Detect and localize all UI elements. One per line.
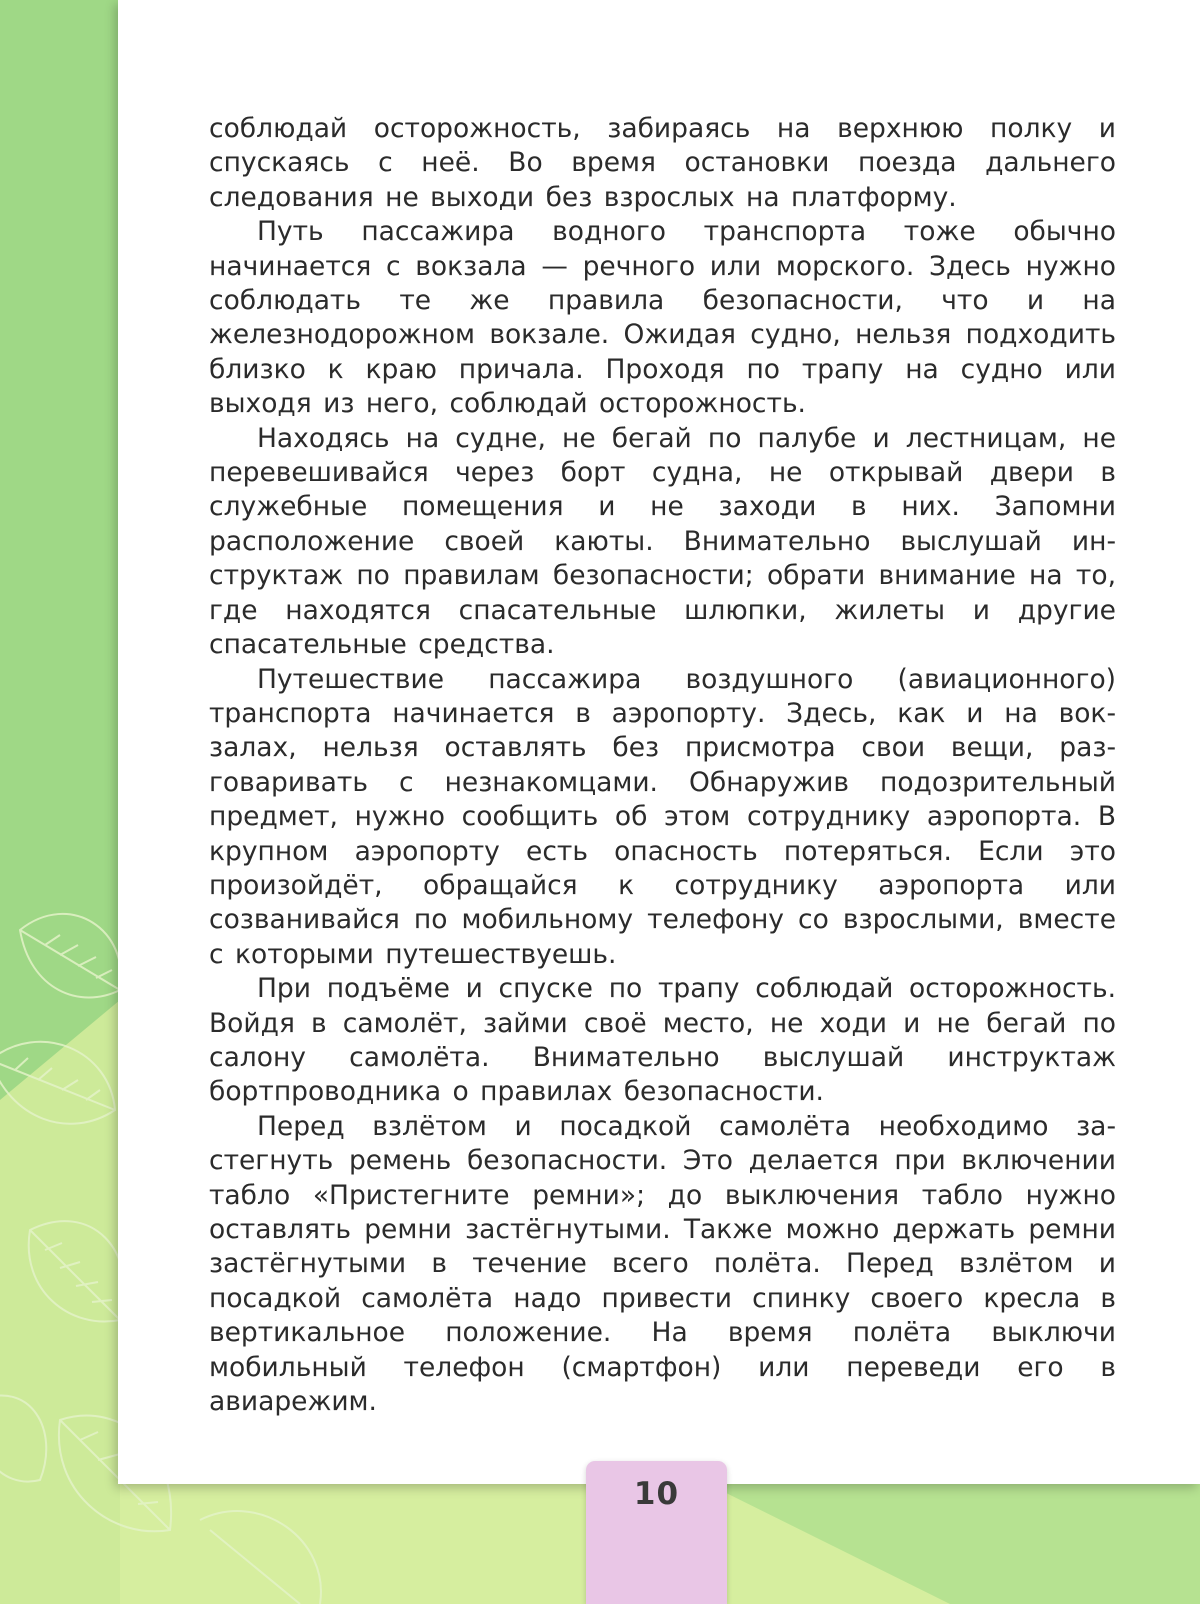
paragraph: При подъёме и спуске по трапу соблюдай осторожность. Войдя в самолёт, займи своё место, не ходи и не бегай по салону самолёта. Внимательно выслушай инструктаж бортпроводника о правилах безопасности.: [209, 973, 1116, 1108]
paragraph: Находясь на судне, не бегай по палубе и лестницам, не перевешивайся через борт судна, не открывай двери в служебные помещения и не заходи в них. Запомни расположение своей каюты. Внимательно выслушай инструктаж по правилам безопасности; обрати внимание на то, где находятся спасательные шлюпки, жилеты и другие спасательные средства.: [209, 422, 1116, 661]
page-number: 10: [633, 1476, 680, 1512]
paragraph: Путь пассажира водного транспорта тоже обычно начинается с вокзала — речного или морского. Здесь нужно соблюдать те же правила безопасности, что и на железнодорожном вокзале. Ожидая судно, нельзя подходить близко к краю причала. Проходя по трапу на судно или выходя из него, соблюдай осторожность.: [209, 216, 1116, 420]
paragraph: Перед взлётом и посадкой самолёта необходимо застегнуть ремень безопасности. Это делается при включении табло «Пристегните ремни»; до выключения табло нужно оставлять ремни застёгнутыми. Также можно держать ремни застёгнутыми в течение всего полёта. Перед взлётом и посадкой самолёта надо привести спинку своего кресла в вертикальное положение. На время полёта выключи мобильный телефон (смартфон) или переведи его в авиарежим.: [209, 1110, 1116, 1418]
body-text: [209, 112, 1116, 1419]
paragraph: соблюдай осторожность, забираясь на верхнюю полку и спускаясь с неё. Во время остановки поезда дальнего следования не выходи без взрослых на платформу.: [209, 113, 1116, 213]
paragraph: Путешествие пассажира воздушного (авиационного) транспорта начинается в аэропорту. Здесь, как и на вокзалах, нельзя оставлять без присмотра свои вещи, разговаривать с незнакомцами. Обнаружив подозрительный предмет, нужно сообщить об этом сотруднику аэропорта. В крупном аэропорту есть опасность потеряться. Если это произойдёт, обращайся к сотруднику аэропорта или созванивайся по мобильному телефону со взрослыми, вместе с которыми путешествуешь.: [209, 663, 1116, 970]
